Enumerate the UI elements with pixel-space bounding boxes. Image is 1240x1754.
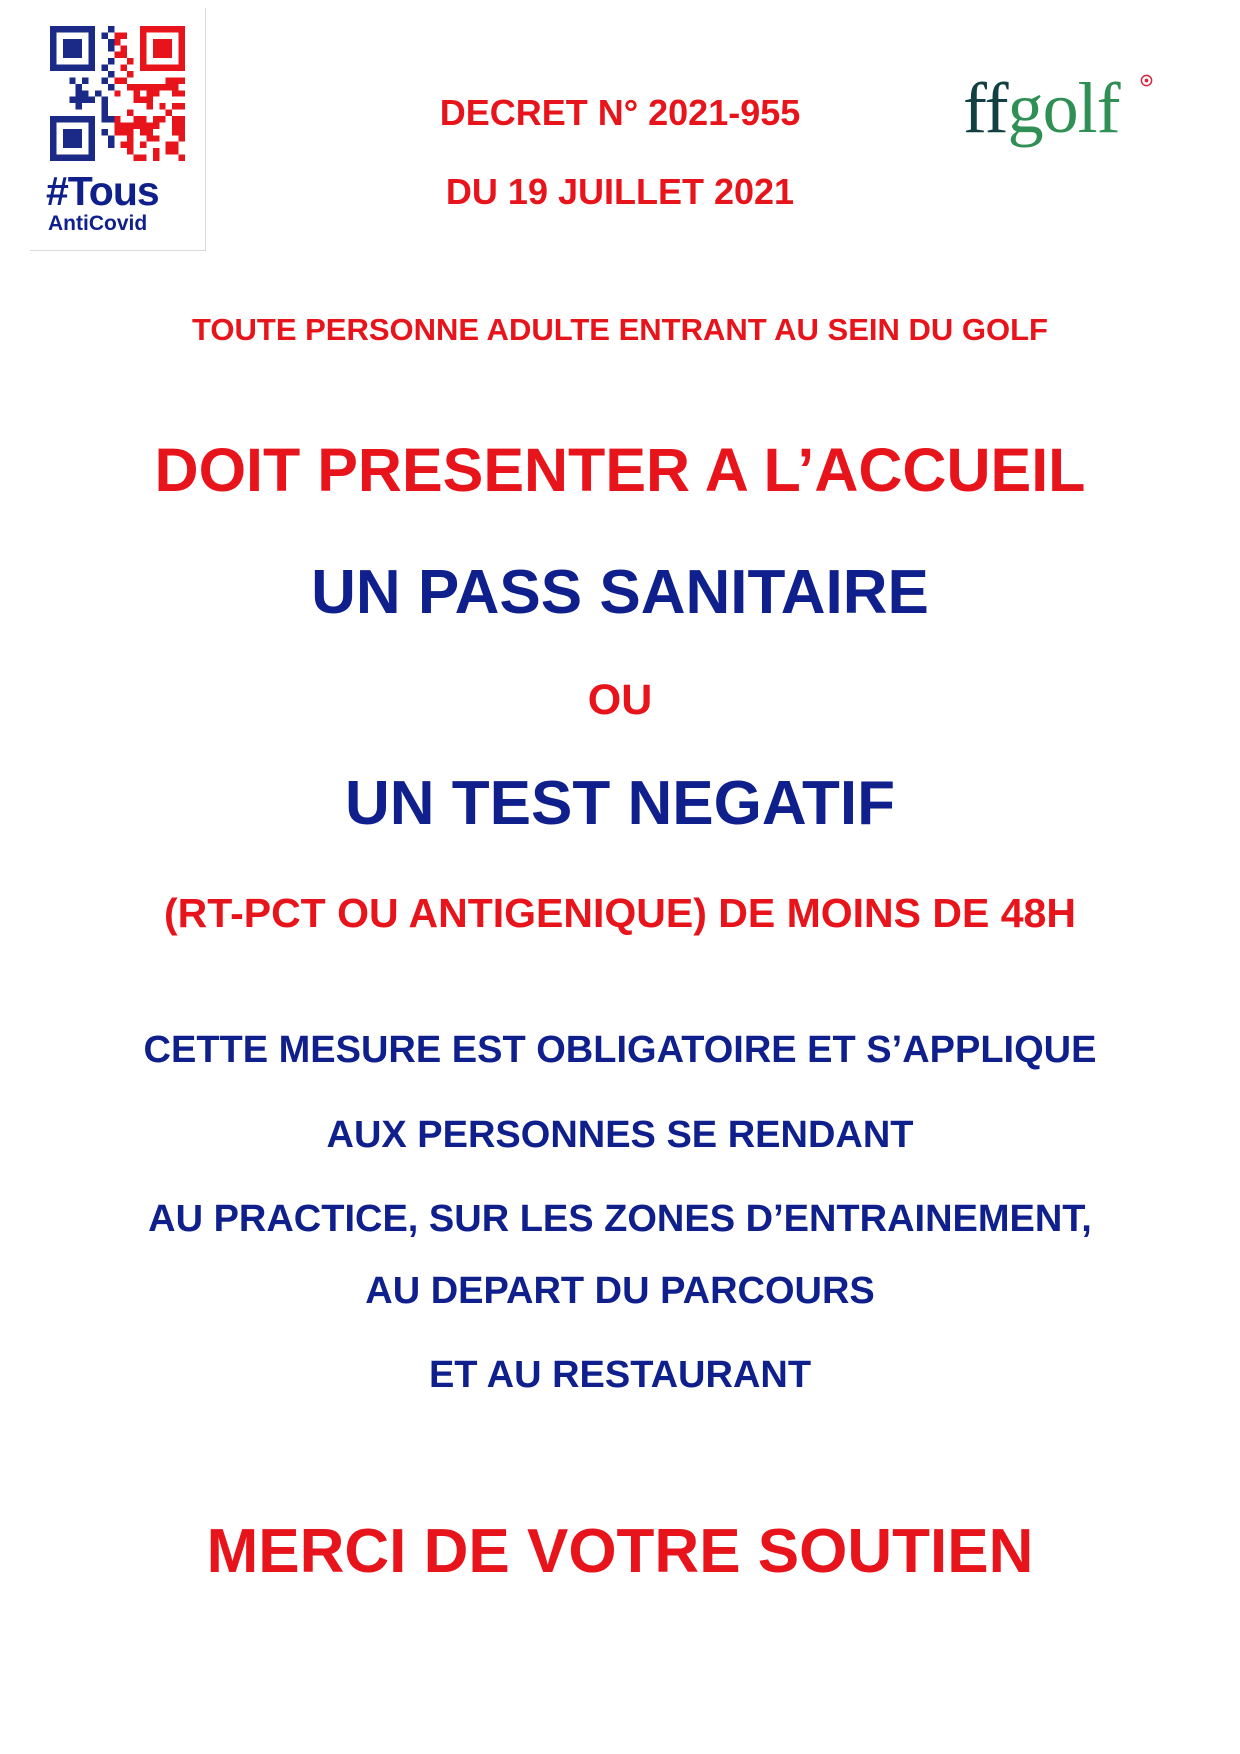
option-pass-sanitaire: UN PASS SANITAIRE <box>311 558 929 627</box>
decree-number: DECRET N° 2021-955 <box>439 92 801 133</box>
badge-hashtag: #Tous <box>46 168 159 214</box>
qr-code-icon <box>50 26 185 161</box>
test-detail: (RT-PCT OU ANTIGENIQUE) DE MOINS DE 48H <box>164 890 1076 936</box>
ffgolf-logo <box>963 68 1120 148</box>
intro-line: TOUTE PERSONNE ADULTE ENTRANT AU SEIN DU GOLF <box>192 312 1048 347</box>
measure-line: AUX PERSONNES SE RENDANT <box>326 1114 914 1156</box>
registered-mark-icon <box>1140 74 1153 87</box>
measure-line: ET AU RESTAURANT <box>428 1354 812 1396</box>
measure-line: CETTE MESURE EST OBLIGATOIRE ET S’APPLIQUE <box>143 1029 1097 1071</box>
badge-subtitle: AntiCovid <box>48 212 148 235</box>
thanks-message: MERCI DE VOTRE SOUTIEN <box>206 1517 1034 1586</box>
measure-line: AU DEPART DU PARCOURS <box>365 1270 875 1312</box>
measure-line: AU PRACTICE, SUR LES ZONES D’ENTRAINEMENT, <box>148 1198 1092 1240</box>
decree-date: DU 19 JUILLET 2021 <box>445 171 795 212</box>
requirement-heading: DOIT PRESENTER A L’ACCUEIL <box>154 436 1086 504</box>
logo-word: golf <box>1007 68 1120 148</box>
option-negative-test: UN TEST NEGATIF <box>345 769 895 838</box>
separator-or: OU <box>587 676 653 724</box>
logo-prefix: ff <box>963 68 1008 148</box>
